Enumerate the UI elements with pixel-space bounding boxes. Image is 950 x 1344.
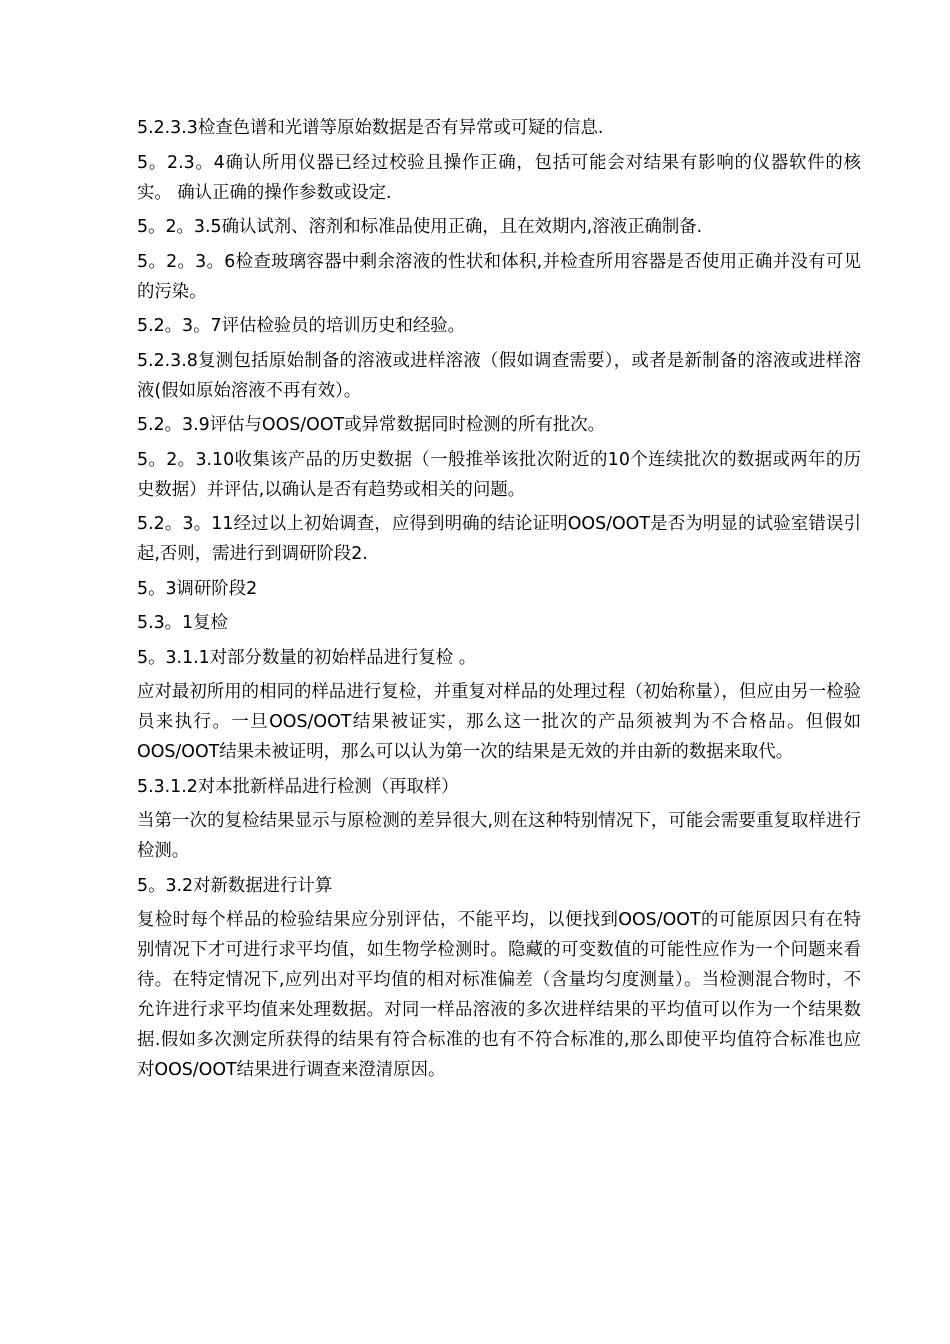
paragraph-5-2-3-5: 5。2。3.5确认试剂、溶剂和标准品使用正确，且在效期内,溶液正确制备. [137, 217, 703, 237]
paragraph-5-2-3-11: 5.2。3。11经过以上初始调查，应得到明确的结论证明OOS/OOT是否为明显的试验室错误引起,否则，需进行到调研阶段2. [137, 514, 861, 564]
paragraph-calculation-body: 复检时每个样品的检验结果应分别评估，不能平均，以便找到OOS/OOT的可能原因只有在特别情况下才可进行求平均值，如生物学检测时。隐藏的可变数值的可能性应作为一个问题来看待。在特定情况下,应列出对平均值的相对标准偏差（含量均匀度测量）。当检测混合物时，不允许进行求平均值来处理数据。对同一样品溶液的多次进样结果的平均值可以作为一个结果数据.假如多次测定所获得的结果有符合标准的也有不符合标准的,那么即使平均值符合标准也应对OOS/OOT结果进行调查来澄清原因。 [137, 910, 861, 1080]
document-body [137, 113, 861, 1090]
section-heading-5-3-1: 5.3。1复检 [137, 613, 228, 633]
paragraph-5-2-3-3: 5.2.3.3检查色谱和光谱等原始数据是否有异常或可疑的信息. [137, 118, 604, 138]
section-heading-5-3-1-1: 5。3.1.1对部分数量的初始样品进行复检 。 [137, 647, 477, 668]
section-heading-5-3: 5。3调研阶段2 [137, 578, 258, 599]
paragraph-5-2-3-8: 5.2.3.8复测包括原始制备的溶液或进样溶液（假如调查需要），或者是新制备的溶液或进样溶液(假如原始溶液不再有效）。 [137, 350, 861, 401]
paragraph-5-2-3-7: 5.2。3。7评估检验员的培训历史和经验。 [137, 316, 466, 336]
paragraph-5-2-3-4: 5。2.3。4确认所用仪器已经过校验且操作正确，包括可能会对结果有影响的仪器软件的核实。 确认正确的操作参数或设定. [137, 152, 861, 203]
paragraph-5-2-3-6: 5。2。3。6检查玻璃容器中剩余溶液的性状和体积,并检查所用容器是否使用正确并没有可见的污染。 [137, 251, 861, 302]
section-heading-5-3-2: 5。3.2对新数据进行计算 [137, 875, 333, 896]
paragraph-5-2-3-10: 5。2。3.10收集该产品的历史数据（一般推举该批次附近的10个连续批次的数据或两年的历史数据）并评估,以确认是否有趋势或相关的问题。 [137, 449, 861, 500]
section-heading-5-3-1-2: 5.3.1.2对本批新样品进行检测（再取样） [137, 776, 459, 797]
paragraph-5-2-3-9: 5.2。3.9评估与OOS/OOT或异常数据同时检测的所有批次。 [137, 415, 606, 435]
paragraph-retest-body: 应对最初所用的相同的样品进行复检，并重复对样品的处理过程（初始称量），但应由另一检验员来执行。一旦OOS/OOT结果被证实，那么这一批次的产品须被判为不合格品。但假如OOS/OOT结果未被证明，那么可以认为第一次的结果是无效的并由新的数据来取代。 [137, 682, 861, 762]
paragraph-resample-body: 当第一次的复检结果显示与原检测的差异很大,则在这种特别情况下，可能会需要重复取样进行检测。 [137, 811, 861, 861]
